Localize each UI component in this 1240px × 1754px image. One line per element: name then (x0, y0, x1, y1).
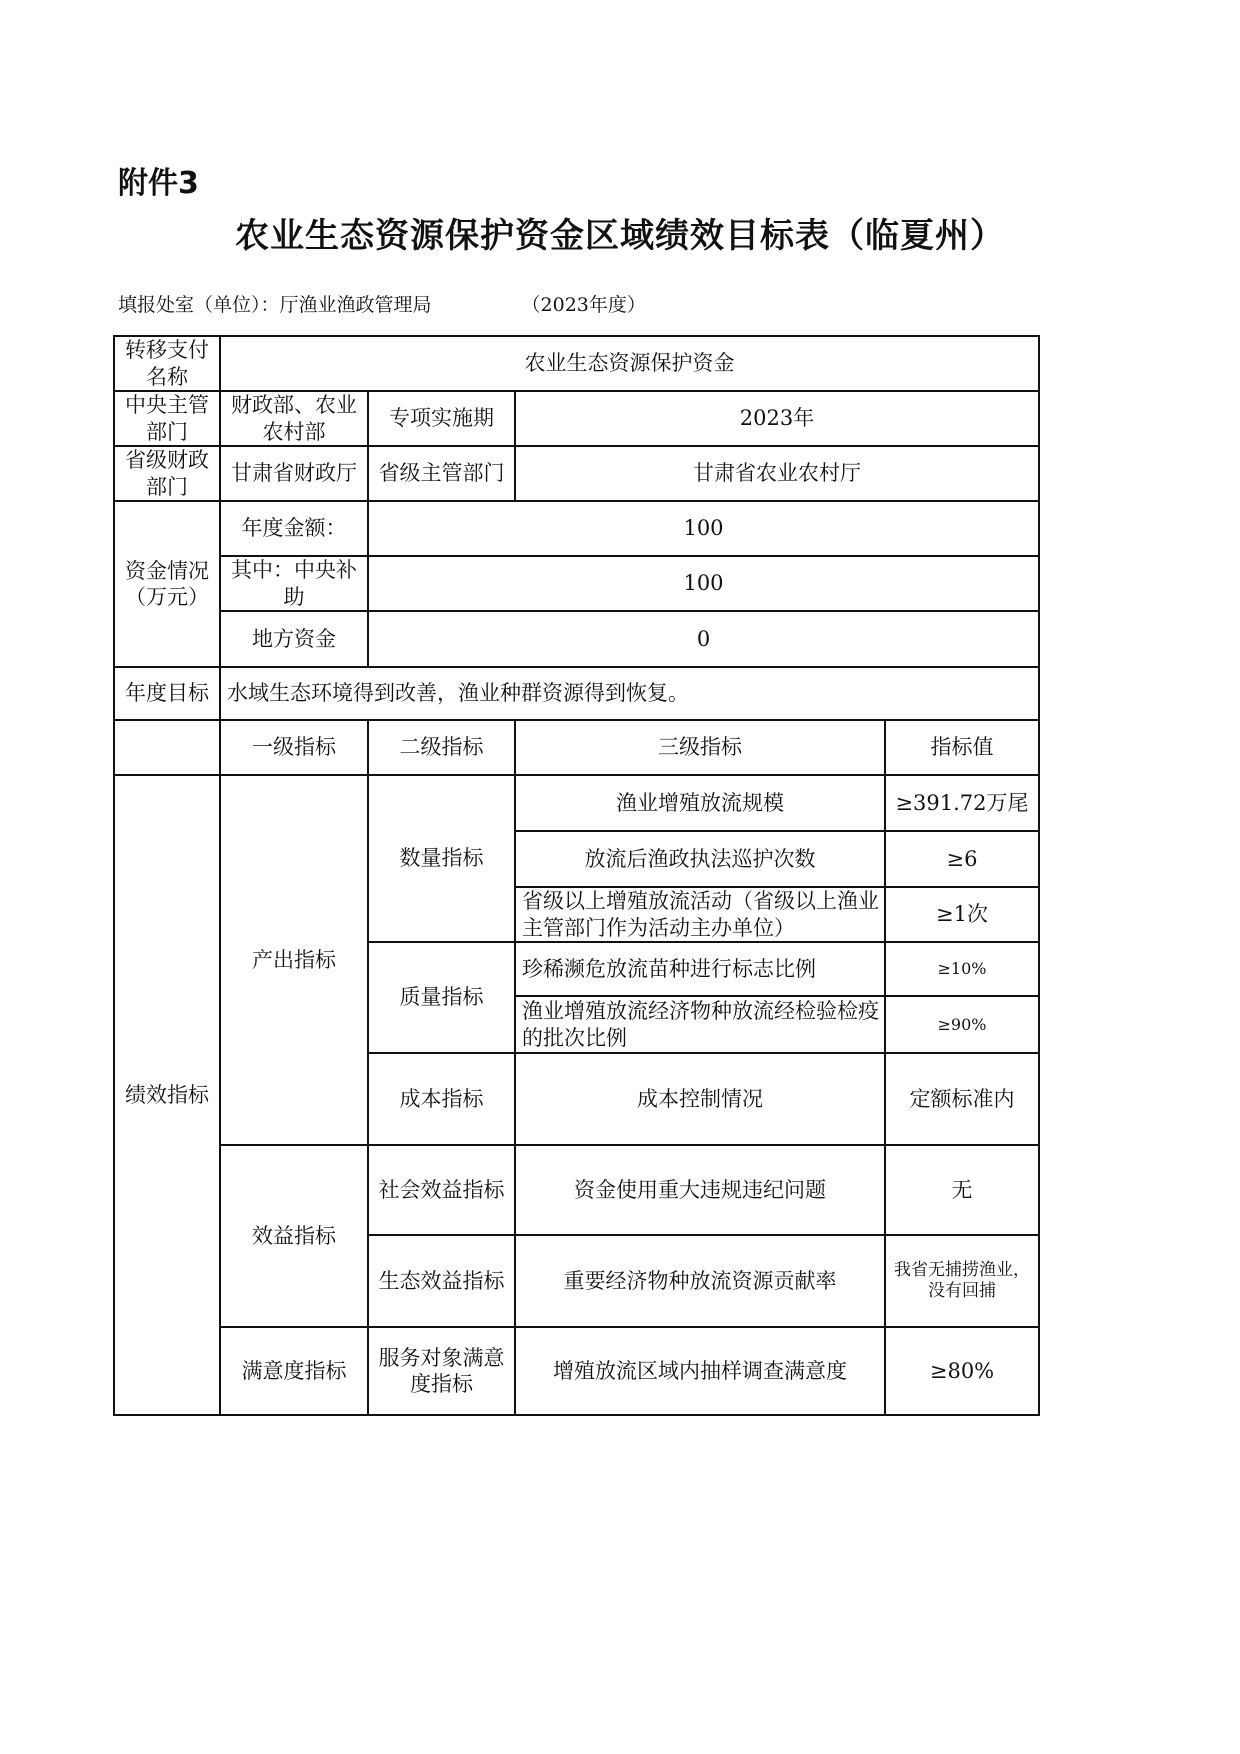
indicator-value: 定额标准内 (885, 1053, 1039, 1145)
attachment-label: 附件3 (118, 166, 199, 201)
fund-name-label: 转移支付名称 (114, 336, 220, 391)
annual-goal-label: 年度目标 (114, 667, 220, 720)
central-subsidy-label: 其中：中央补助 (220, 556, 368, 611)
table-row (114, 720, 1039, 775)
table-row (114, 446, 1039, 501)
table-row (114, 501, 1039, 556)
table-row (114, 611, 1039, 667)
indicator-name: 增殖放流区域内抽样调查满意度 (515, 1327, 885, 1415)
header-empty-cell (114, 720, 220, 775)
central-dept-label: 中央主管部门 (114, 391, 220, 446)
header-level2: 二级指标 (368, 720, 515, 775)
funds-label: 资金情况（万元） (114, 501, 220, 667)
local-funds-value: 0 (368, 611, 1039, 667)
service-satisfaction-label: 服务对象满意度指标 (368, 1327, 515, 1415)
table-row (114, 1327, 1039, 1415)
indicator-name: 放流后渔政执法巡护次数 (515, 831, 885, 887)
table-row (114, 667, 1039, 720)
table-row (114, 775, 1039, 831)
satisfaction-indicators-label: 满意度指标 (220, 1327, 368, 1415)
indicator-name: 省级以上增殖放流活动（省级以上渔业主管部门作为活动主办单位） (515, 887, 885, 942)
quality-indicators-label: 质量指标 (368, 942, 515, 1053)
quantity-indicators-label: 数量指标 (368, 775, 515, 942)
annual-goal-value: 水域生态环境得到改善，渔业种群资源得到恢复。 (220, 667, 1039, 720)
header-level3: 三级指标 (515, 720, 885, 775)
ecology-benefit-label: 生态效益指标 (368, 1235, 515, 1327)
indicator-name: 渔业增殖放流经济物种放流经检验检疫的批次比例 (515, 996, 885, 1053)
header-level1: 一级指标 (220, 720, 368, 775)
benefit-indicators-label: 效益指标 (220, 1145, 368, 1327)
performance-indicators-label: 绩效指标 (114, 775, 220, 1415)
report-year: （2023年度） (521, 294, 646, 316)
prov-dept-label: 省级主管部门 (368, 446, 515, 501)
indicator-value: ≥80% (885, 1327, 1039, 1415)
page-title: 农业生态资源保护资金区域绩效目标表（临夏州） (235, 216, 1005, 256)
indicator-name: 成本控制情况 (515, 1053, 885, 1145)
indicator-value: ≥10% (885, 942, 1039, 996)
central-subsidy-value: 100 (368, 556, 1039, 611)
indicator-name: 资金使用重大违规违纪问题 (515, 1145, 885, 1235)
indicator-value: ≥391.72万尾 (885, 775, 1039, 831)
indicator-name: 珍稀濒危放流苗种进行标志比例 (515, 942, 885, 996)
output-indicators-label: 产出指标 (220, 775, 368, 1145)
prov-finance-value: 甘肃省财政厅 (220, 446, 368, 501)
indicator-value: 无 (885, 1145, 1039, 1235)
reporting-unit: 填报处室（单位）：厅渔业渔政管理局 (118, 294, 432, 316)
period-label: 专项实施期 (368, 391, 515, 446)
indicator-name: 渔业增殖放流规模 (515, 775, 885, 831)
table-row (114, 391, 1039, 446)
table-row (114, 336, 1039, 391)
performance-target-table (113, 335, 1040, 1416)
social-benefit-label: 社会效益指标 (368, 1145, 515, 1235)
table-row (114, 1145, 1039, 1235)
prov-dept-value: 甘肃省农业农村厅 (515, 446, 1039, 501)
local-funds-label: 地方资金 (220, 611, 368, 667)
prov-finance-label: 省级财政部门 (114, 446, 220, 501)
annual-amount-label: 年度金额： (220, 501, 368, 556)
fund-name-value: 农业生态资源保护资金 (220, 336, 1039, 391)
indicator-value: 我省无捕捞渔业，没有回捕 (885, 1235, 1039, 1327)
indicator-value: ≥1次 (885, 887, 1039, 942)
period-value: 2023年 (515, 391, 1039, 446)
central-dept-value: 财政部、农业农村部 (220, 391, 368, 446)
indicator-value: ≥90% (885, 996, 1039, 1053)
table-row (114, 556, 1039, 611)
report-meta (118, 290, 646, 317)
indicator-value: ≥6 (885, 831, 1039, 887)
annual-amount-value: 100 (368, 501, 1039, 556)
header-value: 指标值 (885, 720, 1039, 775)
indicator-name: 重要经济物种放流资源贡献率 (515, 1235, 885, 1327)
cost-indicators-label: 成本指标 (368, 1053, 515, 1145)
